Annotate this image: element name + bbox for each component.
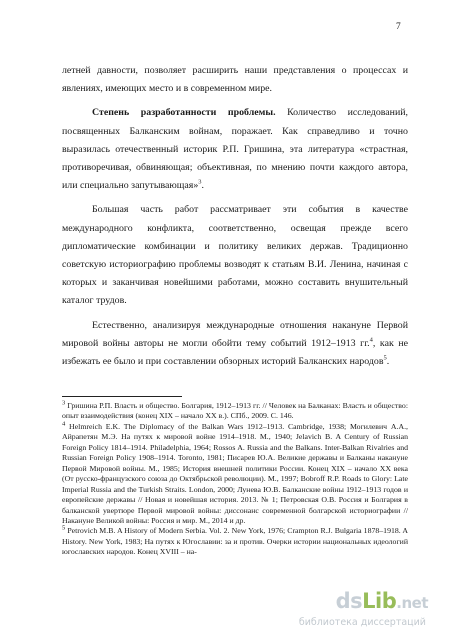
- page-number: 7: [396, 22, 401, 32]
- watermark-subtitle: библиотека диссертаций: [298, 617, 426, 628]
- paragraph: Большая часть работ рассматривает эти события в качестве международного конфликта, соответственно, освещая прежде всего дипломатические комбинации и политику великих держав. Традиционно советскую историографию проблемы возводят к статьям В.И. Ленина, начиная с которых и заканчивая новейшими работами, можно составить внушительный каталог трудов.: [62, 204, 408, 307]
- paragraph: Естественно, анализируя международные отношения накануне Первой мировой войны авторы не могли обойти тему событий 1912–1913 гг.$^4$, как не избежать ее было и при составлении обзорных историй Балканских народов$^5$.: [62, 319, 408, 368]
- footnote-ref[interactable]: 5: [383, 354, 387, 362]
- footnotes: [62, 401, 408, 558]
- paragraph: летней давности, позволяет расширить наши представления о процессах и явлениях, имеющих место и в современном мире.: [62, 65, 408, 95]
- paragraph: Степень разработанности проблемы. Количество исследований, посвященных Балканским войнам, поражает. Как справедливо и точно выразилась отечественный историк Р.П. Гришина, эта литература «страстная, противоречивая, обвиняющая; объективная, по мнению почти каждого автора, или специально запутывающая»$^3$.: [62, 107, 409, 192]
- footnote: $^3$ Гришина Р.П. Власть и общество. Болгария, 1912–1913 гг. // Человек на Балканах: Власть и общество: опыт взаимодействия (конец XIX – начало XX в.). СПб., 2009. С. 146.: [62, 399, 408, 421]
- footnote: $^5$ Petrovich M.B. A History of Modern Serbia. Vol. 2. New York, 1976; Crampton R.J. Bulgaria 1878–1918. A History. New York, 1983; На путях к Югославии: за и против. Очерки истории национальных идеологий югославских народов. Конец XVIII – на-: [62, 524, 408, 557]
- footnote-divider: [62, 396, 182, 397]
- footnote-ref[interactable]: 3: [198, 178, 202, 186]
- footnote: $^4$ Helmreich E.K. The Diplomacy of the Balkan Wars 1912–1913. Cambridge, 1938; Могилевич А.А., Айрапетян М.Э. На путях к мировой войне 1914–1918. М., 1940; Jelavich B. A Century of Russian Foreign Policy 1814–1914. Philadelphia, 1964; Rossos A. Russia and the Balkans. Inter-Balkan Rivalries and Russian Foreign Policy 1908–1914. Toronto, 1981; Писарев Ю.А. Великие державы и Балканы накануне Первой Мировой войны. М., 1985; История внешней политики России. Конец XIX – начало XX века (От русско-французского союза до Октябрьской революции). М., 1997; Bobroff R.P. Roads to Glory: Late Imperial Russia and the Turkish Straits. London, 2000; Лунева Ю.В. Балканские войны 1912–1913 годов и европейские державы // Новая и новейшая история. 2013. № 1; Петровская О.В. Россия и Болгария в балканской увертюре Первой мировой войны: диссонанс современной болгарской историографии // Накануне Великой войны: Россия и мир. М., 2014 и др.: [62, 420, 408, 525]
- section-heading: Степень разработанности проблемы.: [92, 107, 276, 119]
- main-text: [62, 62, 408, 377]
- watermark: [252, 589, 428, 631]
- footnote-ref[interactable]: 4: [369, 336, 373, 344]
- watermark-logo: dsLib.net: [335, 589, 428, 613]
